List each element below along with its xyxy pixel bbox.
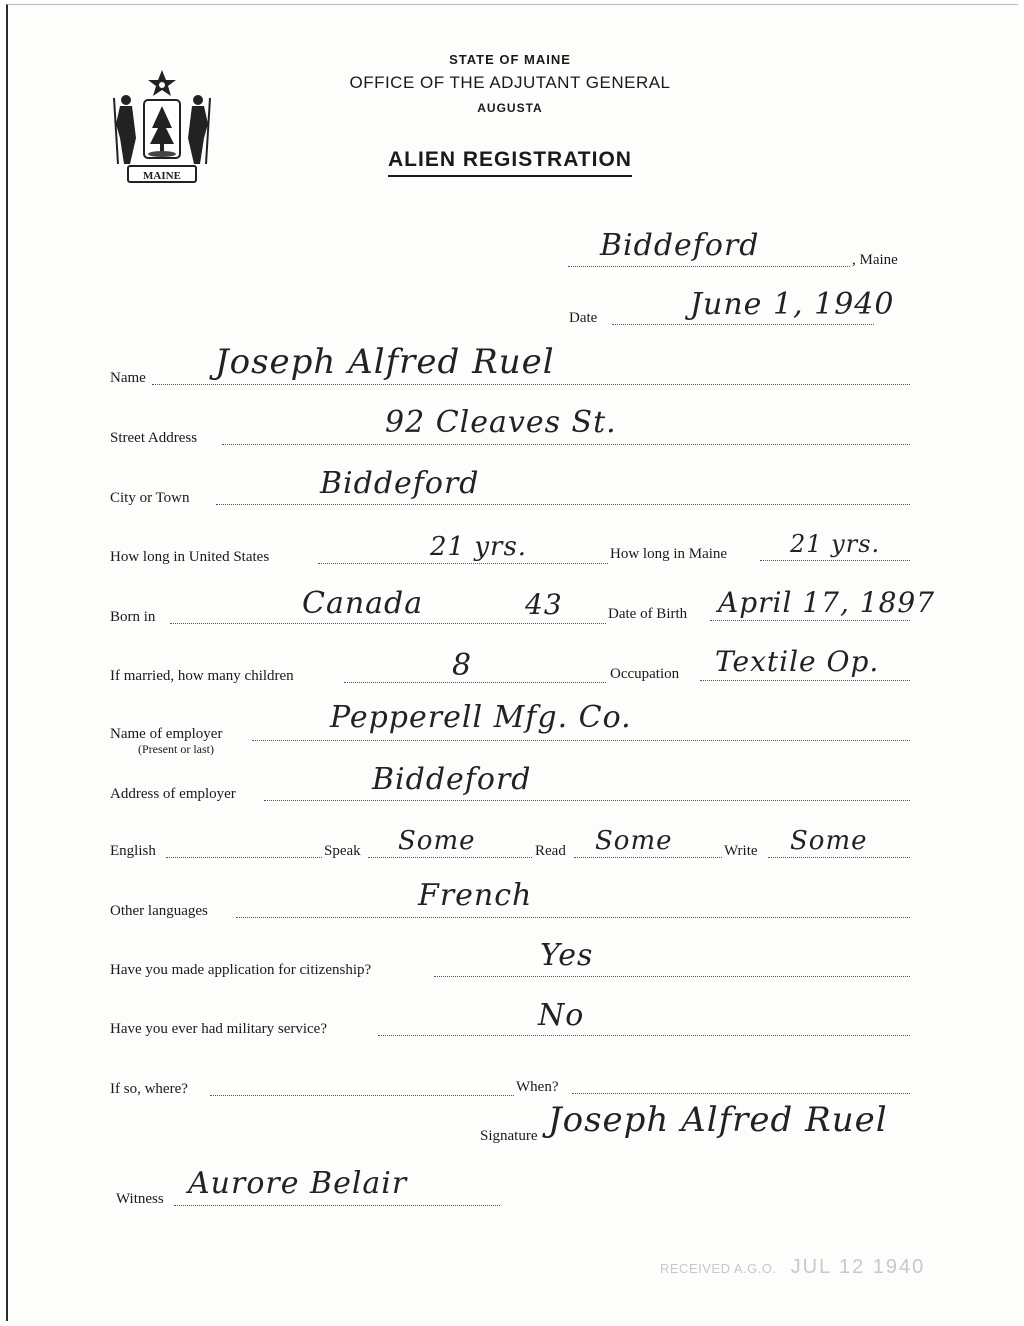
date-of-birth-label: Date of Birth	[608, 606, 688, 622]
english-label: English	[110, 843, 156, 859]
city-label: City or Town	[110, 490, 190, 506]
city-value: Biddeford	[320, 466, 480, 501]
occupation-line	[700, 680, 910, 681]
witness-label: Witness	[116, 1191, 164, 1207]
witness-value: Aurore Belair	[188, 1166, 408, 1201]
name-line	[152, 384, 910, 385]
date-of-birth-value: April 17, 1897	[718, 586, 936, 619]
when-label: When?	[516, 1079, 559, 1095]
signature-value: Joseph Alfred Ruel	[548, 1100, 888, 1140]
stamp-prefix: RECEIVED A.G.O.	[660, 1261, 777, 1276]
header-office: OFFICE OF THE ADJUTANT GENERAL	[349, 73, 671, 92]
when-line	[572, 1093, 910, 1094]
where-line	[210, 1095, 514, 1096]
born-in-label: Born in	[110, 609, 156, 625]
employer-label: Name of employer	[110, 726, 223, 742]
how-long-us-value: 21 yrs.	[430, 532, 528, 562]
employer-line	[252, 740, 910, 741]
write-line	[768, 857, 910, 858]
citizenship-value: Yes	[540, 938, 594, 973]
military-value: No	[538, 998, 585, 1033]
age-value: 43	[525, 588, 563, 621]
born-in-value: Canada	[302, 586, 424, 621]
how-long-maine-line	[760, 560, 910, 561]
write-value: Some	[790, 826, 868, 856]
name-value: Joseph Alfred Ruel	[215, 342, 555, 382]
header-city: AUGUSTA	[477, 101, 543, 115]
name-label: Name	[110, 370, 146, 386]
maine-label: , Maine	[852, 252, 898, 268]
where-label: If so, where?	[110, 1081, 188, 1097]
how-long-us-label: How long in United States	[110, 549, 270, 565]
read-label: Read	[535, 843, 566, 859]
header-state: STATE OF MAINE	[449, 52, 571, 67]
other-languages-label: Other languages	[110, 903, 208, 919]
children-label: If married, how many children	[110, 668, 294, 684]
english-line	[166, 857, 322, 858]
children-line	[344, 682, 606, 683]
other-languages-value: French	[418, 878, 533, 913]
children-value: 8	[452, 648, 473, 683]
form-title: ALIEN REGISTRATION	[330, 148, 690, 172]
occupation-label: Occupation	[610, 666, 680, 682]
street-value: 92 Cleaves St.	[385, 405, 617, 440]
place-value: Biddeford	[600, 228, 760, 263]
employer-value: Pepperell Mfg. Co.	[330, 700, 632, 735]
military-label: Have you ever had military service?	[110, 1021, 327, 1037]
occupation-value: Textile Op.	[715, 645, 880, 678]
place-line	[568, 266, 850, 267]
citizenship-line	[434, 976, 910, 977]
employer-address-line	[264, 800, 910, 801]
other-languages-line	[236, 917, 910, 918]
read-line	[574, 857, 722, 858]
witness-line	[174, 1205, 500, 1206]
street-label: Street Address	[110, 430, 198, 446]
speak-label: Speak	[324, 843, 361, 859]
born-in-line	[170, 623, 606, 624]
stamp-date: JUL 12 1940	[790, 1256, 926, 1278]
street-line	[222, 444, 910, 445]
seal-text: MAINE	[143, 170, 181, 182]
read-value: Some	[595, 826, 673, 856]
military-line	[378, 1035, 910, 1036]
speak-value: Some	[398, 826, 476, 856]
speak-line	[368, 857, 532, 858]
employer-address-label: Address of employer	[110, 786, 236, 802]
write-label: Write	[724, 843, 758, 859]
how-long-us-line	[318, 563, 608, 564]
citizenship-label: Have you made application for citizenship?	[110, 962, 372, 978]
employer-sublabel: (Present or last)	[138, 742, 214, 756]
date-label: Date	[569, 310, 598, 326]
employer-address-value: Biddeford	[372, 762, 532, 797]
city-line	[216, 504, 910, 505]
maine-state-seal	[108, 68, 216, 186]
date-line	[612, 324, 874, 325]
how-long-maine-label: How long in Maine	[610, 546, 728, 562]
signature-label: Signature	[480, 1128, 538, 1144]
date-value: June 1, 1940	[690, 287, 895, 322]
date-of-birth-line	[710, 620, 910, 621]
how-long-maine-value: 21 yrs.	[790, 530, 881, 558]
received-stamp	[660, 1256, 925, 1279]
